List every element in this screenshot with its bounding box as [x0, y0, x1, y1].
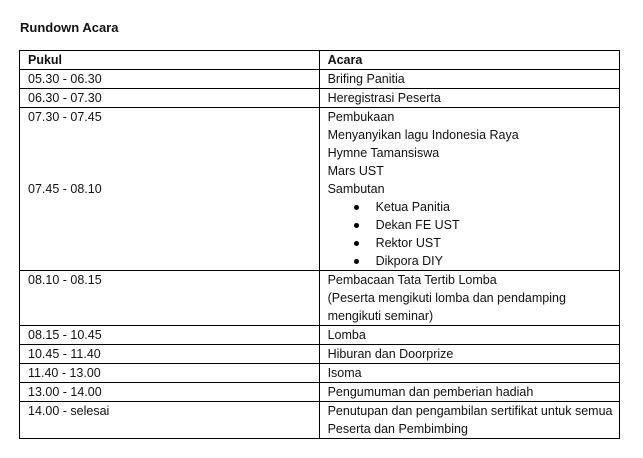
time-cell	[20, 383, 320, 402]
time-text: 08.10 - 08.15	[28, 273, 102, 287]
time-cell	[20, 326, 320, 345]
event-text: Menyanyikan lagu Indonesia Raya	[327, 128, 519, 142]
event-text: Isoma	[327, 366, 362, 380]
table-row	[20, 70, 620, 89]
speaker-list	[328, 198, 619, 270]
bullet-icon	[354, 259, 359, 264]
bullet-icon	[354, 205, 359, 210]
time-text: 11.40 - 13.00	[28, 366, 101, 380]
table-row	[20, 89, 620, 108]
table-row	[20, 364, 620, 383]
list-item-label: Rektor UST	[375, 236, 441, 250]
event-text: Pembukaan	[327, 110, 395, 124]
column-header-time: Pukul	[20, 51, 320, 70]
time-text: 13.00 - 14.00	[28, 385, 102, 399]
event-cell	[319, 70, 619, 89]
time-text: 07.45 - 08.10	[28, 182, 102, 196]
event-cell	[319, 364, 619, 383]
time-cell	[20, 89, 320, 108]
event-cell	[319, 383, 619, 402]
event-text: Pengumuman dan pemberian hadiah	[327, 385, 534, 399]
event-cell	[319, 108, 619, 271]
time-cell	[20, 108, 320, 271]
table-row	[20, 326, 620, 345]
time-spacer	[28, 162, 319, 180]
time-text: 14.00 - selesai	[28, 404, 110, 418]
column-header-event: Acara	[319, 51, 619, 70]
list-item	[328, 198, 619, 216]
list-item-label: Dekan FE UST	[375, 218, 460, 232]
time-spacer	[28, 144, 319, 162]
table-row	[20, 345, 620, 364]
table-row	[20, 402, 620, 439]
bullet-icon	[354, 241, 359, 246]
time-text: 07.30 - 07.45	[28, 110, 102, 124]
event-text: Hiburan dan Doorprize	[327, 347, 454, 361]
table-row	[20, 108, 620, 271]
event-cell	[319, 89, 619, 108]
time-cell	[20, 364, 320, 383]
list-item	[328, 252, 619, 270]
event-text: Lomba	[327, 328, 366, 342]
event-text: Sambutan	[327, 182, 385, 196]
event-cell	[319, 271, 619, 326]
event-text: Penutupan dan pengambilan sertifikat untuk semua Peserta dan Pembimbing	[327, 404, 613, 436]
table-header-row	[20, 51, 620, 70]
event-text: Mars UST	[327, 164, 384, 178]
event-cell	[319, 345, 619, 364]
event-text: Heregistrasi Peserta	[327, 91, 441, 105]
table-row	[20, 383, 620, 402]
time-cell	[20, 402, 320, 439]
time-text: 10.45 - 11.40	[28, 347, 101, 361]
list-item	[328, 216, 619, 234]
time-cell	[20, 70, 320, 89]
time-cell	[20, 345, 320, 364]
time-text: 05.30 - 06.30	[28, 72, 102, 86]
rundown-table	[19, 50, 620, 439]
time-text: 06.30 - 07.30	[28, 91, 102, 105]
list-item	[328, 234, 619, 252]
event-cell	[319, 402, 619, 439]
event-text: Pembacaan Tata Tertib Lomba	[327, 273, 497, 287]
list-item-label: Ketua Panitia	[375, 200, 450, 214]
event-note: (Peserta mengikuti lomba dan pendamping mengikuti seminar)	[327, 291, 566, 323]
table-row	[20, 271, 620, 326]
document-title: Rundown Acara	[20, 20, 119, 35]
event-cell	[319, 326, 619, 345]
event-text: Hymne Tamansiswa	[327, 146, 440, 160]
event-text: Brifing Panitia	[327, 72, 405, 86]
bullet-icon	[354, 223, 359, 228]
list-item-label: Dikpora DIY	[375, 254, 443, 268]
time-cell	[20, 271, 320, 326]
time-spacer	[28, 126, 319, 144]
time-text: 08.15 - 10.45	[28, 328, 102, 342]
